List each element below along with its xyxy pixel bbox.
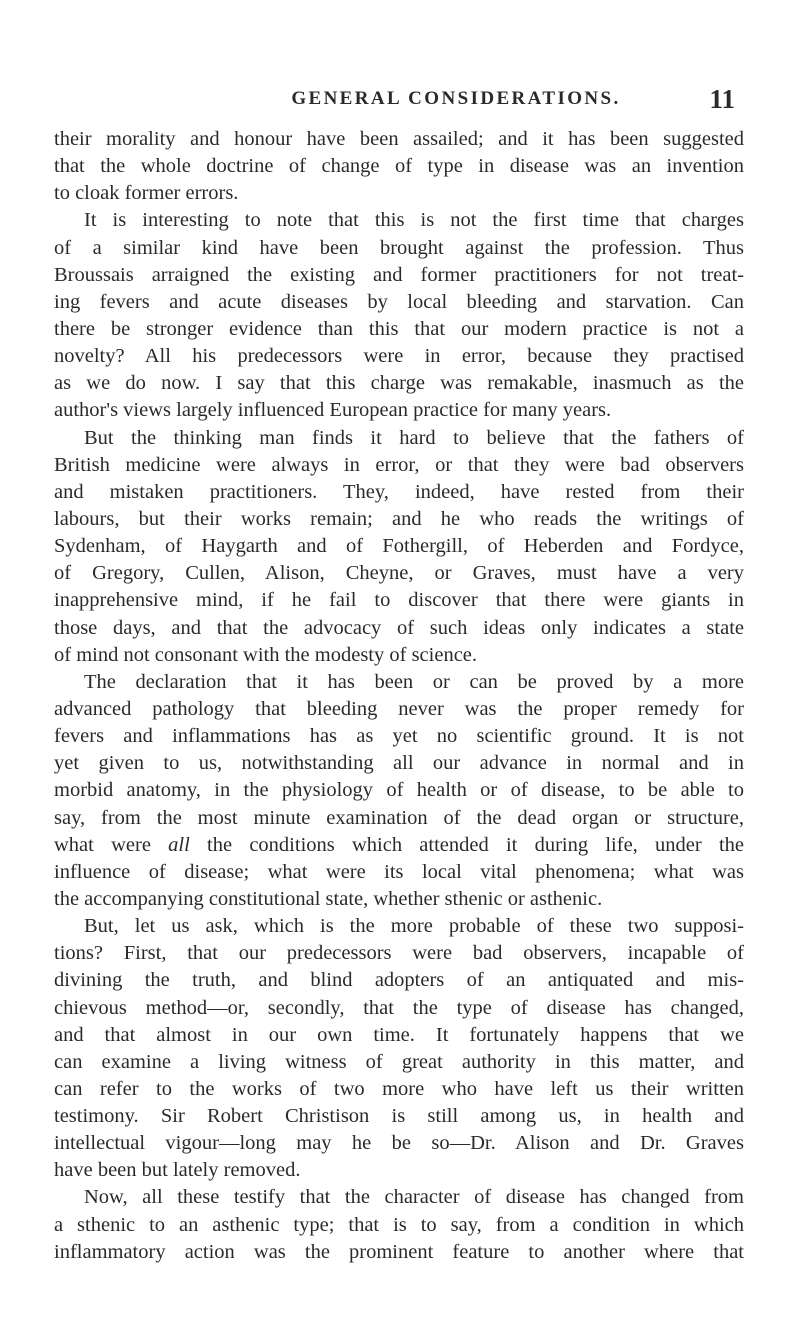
text-line: morbid anatomy, in the physiology of health or of disease, to be able to bbox=[54, 779, 744, 802]
text-line: tions? First, that our predecessors were bad observers, incapable of bbox=[54, 942, 744, 965]
text-line: those days, and that the advocacy of such ideas only indicates a state bbox=[54, 616, 744, 639]
text-line: that the whole doctrine of change of type in disease was an invention bbox=[54, 155, 744, 178]
text-line: advanced pathology that bleeding never was the proper remedy for bbox=[54, 697, 744, 720]
text-line: novelty? All his predecessors were in error, because they practised bbox=[54, 345, 744, 368]
text-line: labours, but their works remain; and he who reads the writings of bbox=[54, 507, 744, 530]
text-line: can examine a living witness of great authority in this matter, and bbox=[54, 1050, 744, 1073]
text-line bbox=[54, 832, 744, 859]
text-line: British medicine were always in error, or that they were bad observers bbox=[54, 453, 744, 476]
text-line: yet given to us, notwithstanding all our advance in normal and in bbox=[54, 752, 744, 775]
text-line: Broussais arraigned the existing and former practitioners for not treat- bbox=[54, 263, 744, 286]
text-line: as we do now. I say that this charge was remakable, inasmuch as the bbox=[54, 372, 744, 395]
text-line: inapprehensive mind, if he fail to discover that there were giants in bbox=[54, 589, 744, 612]
text-line: can refer to the works of two more who have left us their written bbox=[54, 1077, 744, 1100]
text-line: of mind not consonant with the modesty of science. bbox=[54, 643, 478, 666]
page-number: 11 bbox=[709, 84, 735, 114]
text-fragment: what were bbox=[54, 833, 151, 856]
text-line: testimony. Sir Robert Christison is still among us, in health and bbox=[54, 1105, 744, 1128]
text-line: of Gregory, Cullen, Alison, Cheyne, or Graves, must have a very bbox=[54, 562, 744, 585]
running-head-title: GENERAL CONSIDERATIONS. bbox=[291, 88, 621, 109]
text-line: But, let us ask, which is the more probable of these two supposi- bbox=[84, 915, 744, 938]
body-text bbox=[54, 126, 744, 1266]
text-line: a sthenic to an asthenic type; that is to say, from a condition in which bbox=[54, 1213, 744, 1236]
text-line: influence of disease; what were its local vital phenomena; what was bbox=[54, 860, 744, 883]
italic-emphasis: all bbox=[168, 833, 190, 856]
text-line: divining the truth, and blind adopters of an antiquated and mis- bbox=[54, 969, 744, 992]
text-line: The declaration that it has been or can be proved by a more bbox=[84, 670, 744, 693]
text-line: intellectual vigour—long may he be so—Dr. Alison and Dr. Graves bbox=[54, 1132, 744, 1155]
text-line: have been but lately removed. bbox=[54, 1159, 301, 1182]
text-line: to cloak former errors. bbox=[54, 182, 239, 205]
text-line: and that almost in our own time. It fortunately happens that we bbox=[54, 1023, 744, 1046]
text-line: ing fevers and acute diseases by local bleeding and starvation. Can bbox=[54, 290, 744, 313]
text-line: chievous method—or, secondly, that the type of disease has changed, bbox=[54, 996, 744, 1019]
text-line: of a similar kind have been brought against the profession. Thus bbox=[54, 236, 744, 259]
text-line: But the thinking man finds it hard to believe that the fathers of bbox=[84, 426, 744, 449]
text-fragment: the conditions which attended it during life, under the bbox=[207, 833, 744, 856]
text-line: It is interesting to note that this is not the first time that charges bbox=[84, 209, 744, 232]
text-line: and mistaken practitioners. They, indeed, have rested from their bbox=[54, 480, 744, 503]
text-line: Sydenham, of Haygarth and of Fothergill, of Heberden and Fordyce, bbox=[54, 535, 744, 558]
text-line: their morality and honour have been assailed; and it has been suggested bbox=[54, 128, 744, 150]
text-line: the accompanying constitutional state, whether sthenic or asthenic. bbox=[54, 887, 603, 910]
text-line: Now, all these testify that the character of disease has changed from bbox=[84, 1186, 744, 1209]
text-line: author's views largely influenced European practice for many years. bbox=[54, 399, 612, 422]
text-line: say, from the most minute examination of the dead organ or structure, bbox=[54, 806, 744, 829]
text-line: fevers and inflammations has as yet no scientific ground. It is not bbox=[54, 725, 744, 748]
text-line: there be stronger evidence than this that our modern practice is not a bbox=[54, 317, 744, 340]
text-line: inflammatory action was the prominent feature to another where that bbox=[54, 1240, 744, 1263]
